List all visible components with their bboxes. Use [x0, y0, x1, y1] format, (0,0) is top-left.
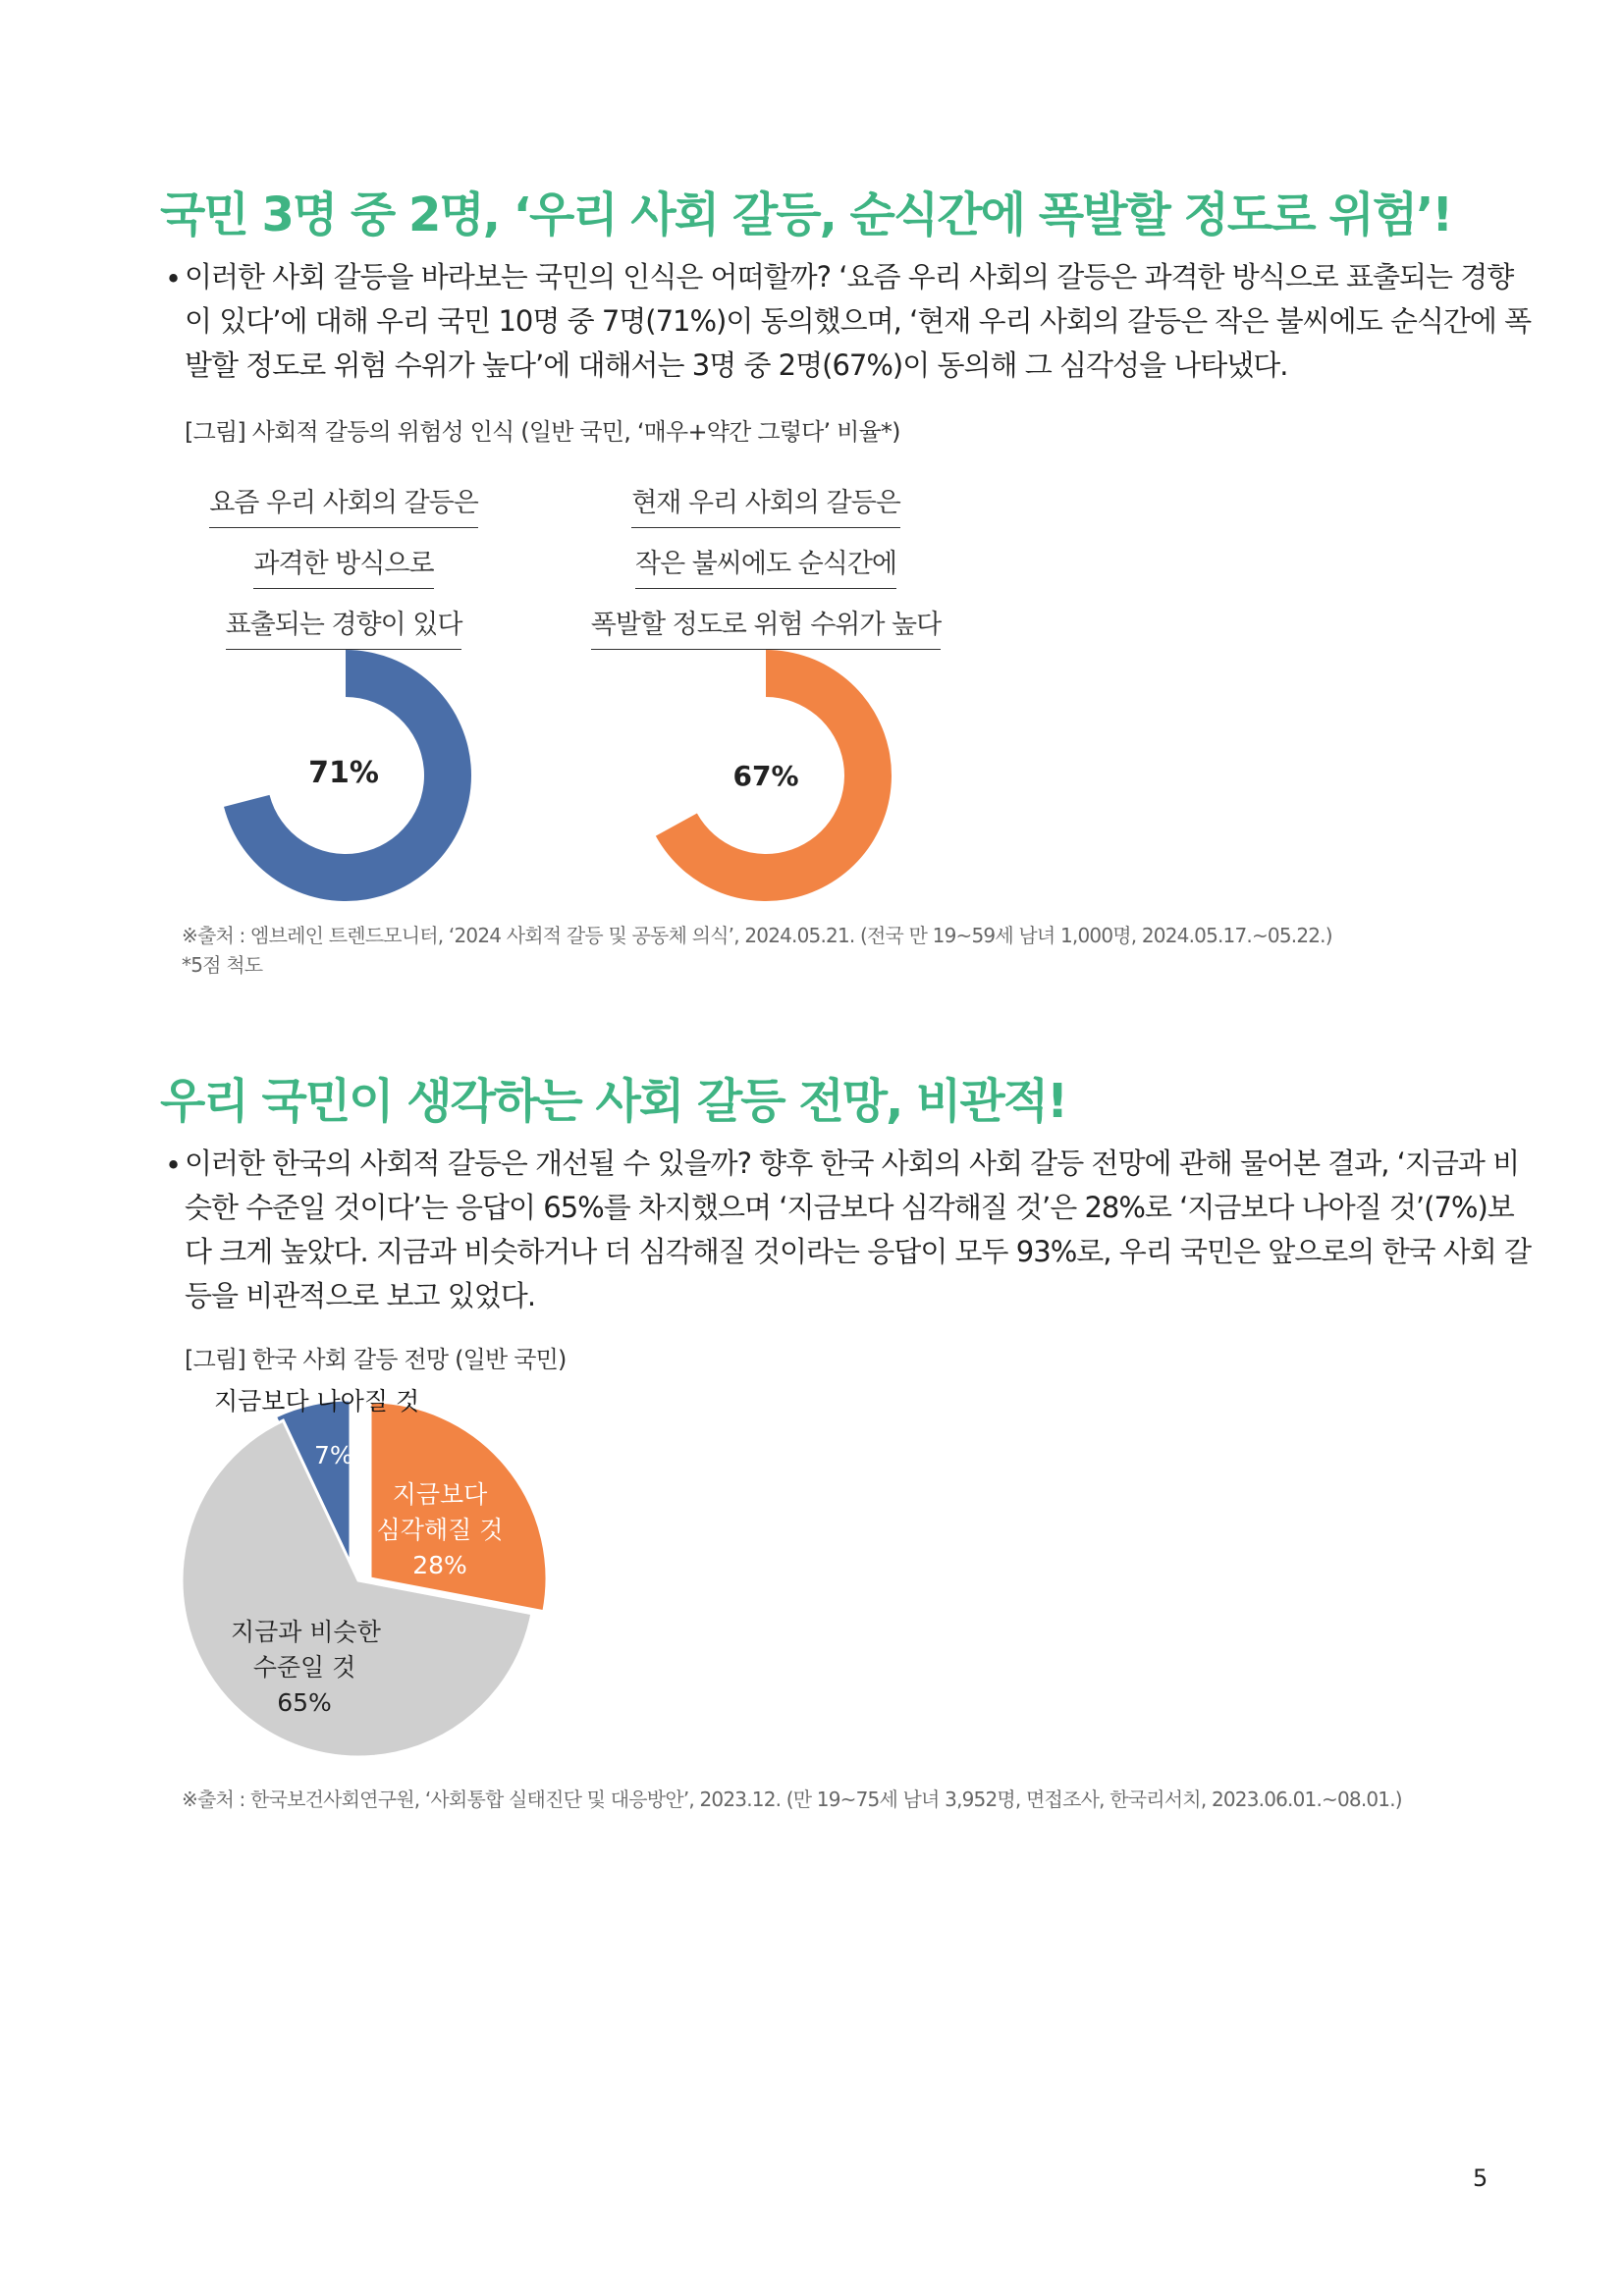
section1-paragraph: [185, 255, 1531, 388]
chart1-title-line: 과격한 방식으로: [253, 542, 433, 589]
donut-chart-1: [196, 638, 491, 923]
pie-label-improve-value: 7%: [314, 1441, 353, 1469]
paragraph-line: 이 있다’에 대해 우리 국민 10명 중 7명(71%)이 동의했으며, ‘현재 우리 사회의 갈등은 작은 불씨에도 순식간에 폭: [185, 304, 1532, 338]
pie-label-worse-name: 지금보다: [392, 1480, 488, 1509]
page-number: 5: [1473, 2164, 1488, 2192]
source-line: ※출처 : 엠브레인 트렌드모니터, ‘2024 사회적 갈등 및 공동체 의식’, 2024.05.21. (전국 만 19~59세 남녀 1,000명, 2024.05.17.~05.22.): [182, 924, 1332, 947]
chart2-title: [590, 481, 942, 650]
pie-label-worse-name: 심각해질 것: [376, 1516, 504, 1544]
paragraph-line: 슷한 수준일 것이다’는 응답이 65%를 차지했으며 ‘지금보다 심각해질 것’은 28%로 ‘지금보다 나아질 것’(7%)보: [185, 1191, 1514, 1224]
donut1-value-label: 71%: [308, 756, 379, 790]
paragraph-line: 다 크게 높았다. 지금과 비슷하거나 더 심각해질 것이라는 응답이 모두 93%로, 우리 국민은 앞으로의 한국 사회 갈: [185, 1235, 1531, 1268]
paragraph-line: 발할 정도로 위험 수위가 높다’에 대해서는 3명 중 2명(67%)이 동의해 그 심각성을 나타냈다.: [185, 348, 1288, 382]
chart1-title: [196, 481, 491, 650]
paragraph-line: 등을 비관적으로 보고 있었다.: [185, 1279, 536, 1312]
source-note-1: [182, 921, 1332, 980]
pie-label-improve-name: 지금보다 나아질 것: [214, 1387, 420, 1415]
chart1-title-line: 표출되는 경향이 있다: [226, 603, 462, 650]
pie-label-similar-name: 수준일 것: [252, 1653, 356, 1682]
pie-label-similar: [231, 1615, 381, 1721]
chart2-title-line: 폭발할 정도로 위험 수위가 높다: [591, 603, 941, 650]
section2-paragraph: [185, 1142, 1531, 1318]
section1-heading: 국민 3명 중 2명, ‘우리 사회 갈등, 순식간에 폭발할 정도로 위험’!: [160, 187, 1452, 242]
donut-chart-2: [619, 638, 913, 923]
pie-label-worse: [376, 1477, 504, 1583]
donut2-value-label: 67%: [732, 760, 799, 792]
pie-label-worse-value: 28%: [412, 1551, 467, 1579]
bullet: •: [165, 262, 183, 295]
source-note-2: ※출처 : 한국보건사회연구원, ‘사회통합 실태진단 및 대응방안’, 2023.12. (만 19~75세 남녀 3,952명, 면접조사, 한국리서치, 2023.06.01.~08.01.): [182, 1788, 1402, 1811]
bullet: •: [165, 1148, 183, 1182]
figure2-caption: [그림] 한국 사회 갈등 전망 (일반 국민): [185, 1346, 567, 1373]
scale-note: *5점 척도: [182, 953, 263, 977]
paragraph-line: 이러한 한국의 사회적 갈등은 개선될 수 있을까? 향후 한국 사회의 사회 갈등 전망에 관해 물어본 결과, ‘지금과 비: [185, 1147, 1520, 1180]
pie-label-similar-value: 65%: [277, 1688, 332, 1717]
section2-heading: 우리 국민이 생각하는 사회 갈등 전망, 비관적!: [160, 1074, 1067, 1129]
pie-label-similar-name: 지금과 비슷한: [231, 1618, 381, 1646]
chart1-title-line: 요즘 우리 사회의 갈등은: [209, 481, 478, 528]
paragraph-line: 이러한 사회 갈등을 바라보는 국민의 인식은 어떠할까? ‘요즘 우리 사회의 갈등은 과격한 방식으로 표출되는 경향: [185, 260, 1514, 294]
chart2-title-line: 작은 불씨에도 순식간에: [635, 542, 896, 589]
figure1-caption: [그림] 사회적 갈등의 위험성 인식 (일반 국민, ‘매우+약간 그렇다’ 비율*): [185, 418, 900, 446]
chart2-title-line: 현재 우리 사회의 갈등은: [631, 481, 900, 528]
